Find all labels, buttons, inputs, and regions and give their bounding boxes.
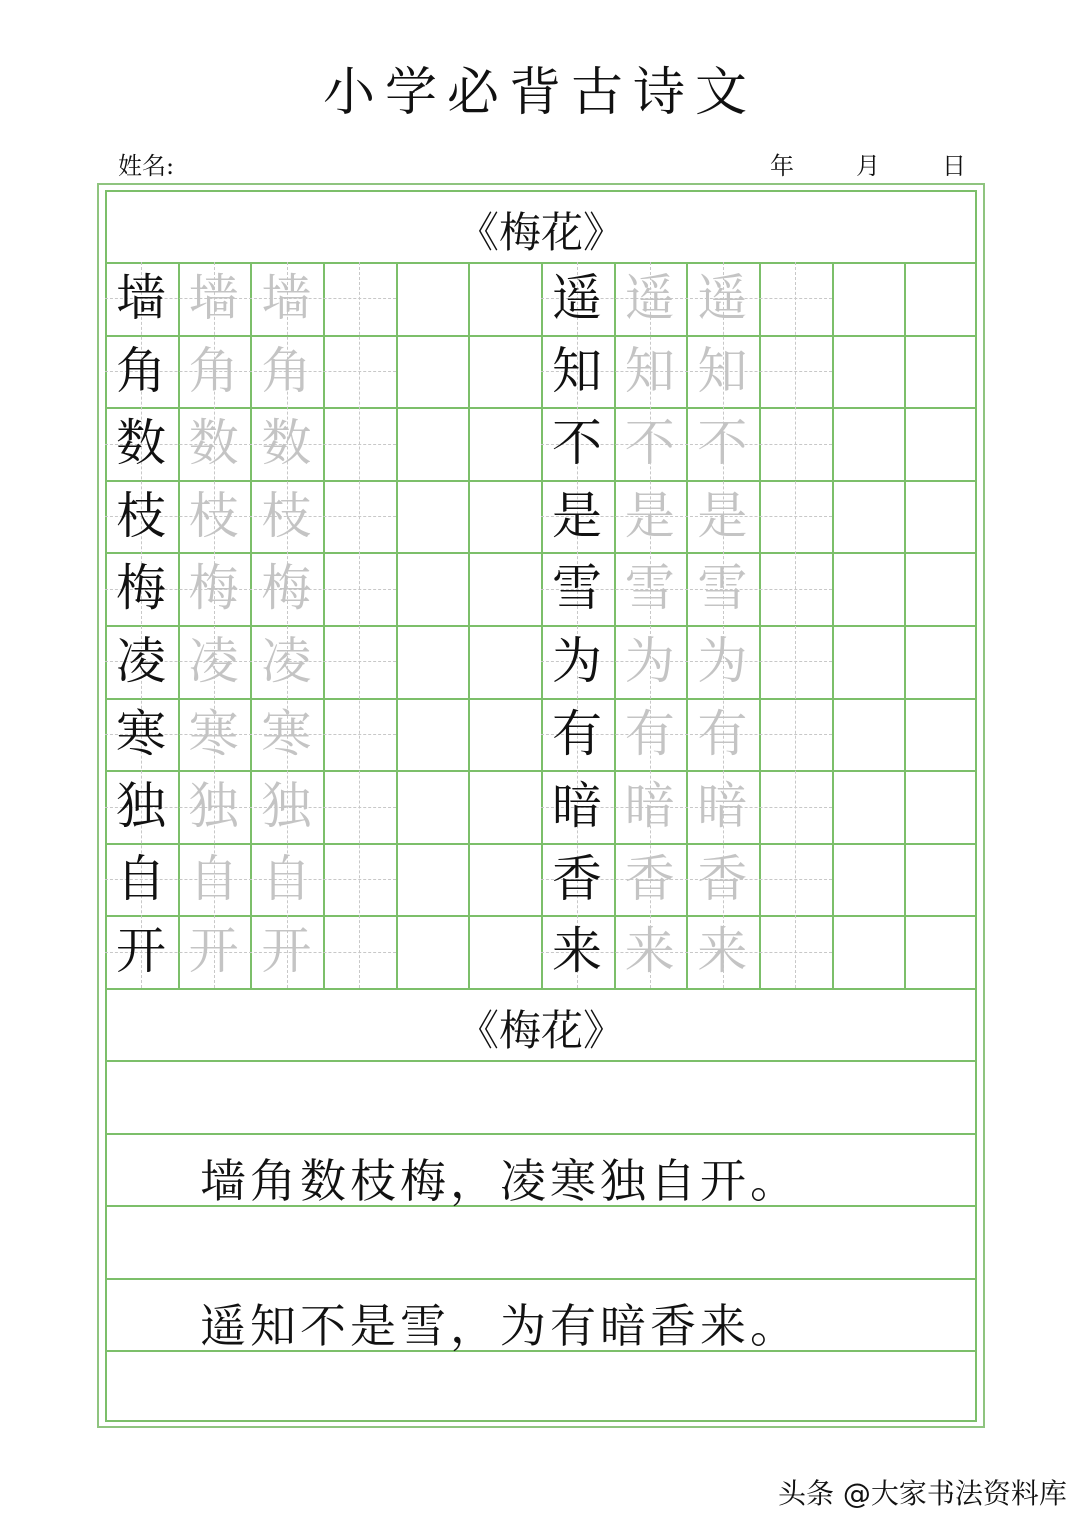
grid-line [904,262,906,988]
grid-line [468,262,470,988]
model-character: 数 [116,414,166,473]
model-character: 有 [552,704,603,763]
grid-line [396,262,398,988]
model-character: 遥 [552,269,603,327]
trace-character: 数 [188,414,239,473]
poem-title-repeat: 《梅花》 [456,1006,625,1055]
trace-character: 不 [624,414,675,473]
trace-character: 自 [261,849,312,908]
year-label: 年 [770,152,794,180]
trace-character: 为 [697,632,748,690]
model-character: 开 [116,922,166,981]
trace-character: 寒 [188,704,239,763]
model-character: 墙 [116,269,166,327]
model-character: 不 [552,414,603,473]
trace-character: 角 [261,341,312,400]
trace-character: 来 [697,922,748,981]
month-label: 月 [856,152,880,180]
name-label: 姓名: [118,152,175,180]
model-character: 为 [552,632,603,690]
trace-character: 知 [624,341,675,400]
trace-character: 梅 [188,559,239,618]
trace-character: 雪 [697,559,748,618]
model-character: 独 [116,777,166,836]
trace-character: 开 [188,922,239,981]
model-character: 寒 [116,704,166,763]
trace-character: 是 [624,486,675,545]
trace-character: 香 [624,849,675,908]
trace-character: 寒 [261,704,312,763]
trace-character: 梅 [261,559,312,618]
trace-character: 雪 [624,559,675,618]
trace-character: 枝 [188,486,239,545]
day-label: 日 [942,152,966,180]
watermark: 头条 @大家书法资料库 [778,1477,1067,1510]
model-character: 雪 [552,559,603,618]
trace-character: 不 [697,414,748,473]
poem-title: 《梅花》 [456,208,625,257]
trace-character: 独 [261,777,312,836]
model-character: 凌 [116,632,166,690]
model-character: 暗 [552,777,603,836]
model-character: 梅 [116,559,166,618]
trace-character: 香 [697,849,748,908]
model-character: 是 [552,486,603,545]
trace-character: 来 [624,922,675,981]
poem-line-2: 遥知不是雪，为有暗香来。 [200,1299,800,1353]
grid-line [105,1278,977,1280]
trace-character: 为 [624,632,675,690]
trace-character: 角 [188,341,239,400]
trace-character: 凌 [261,632,312,690]
model-character: 自 [116,849,166,908]
trace-character: 数 [261,414,312,473]
trace-character: 暗 [624,777,675,836]
trace-character: 有 [697,704,748,763]
trace-character: 是 [697,486,748,545]
page-title: 小学必背古诗文 [322,63,757,123]
trace-character: 凌 [188,632,239,690]
grid-line [832,262,834,988]
trace-character: 墙 [188,269,239,327]
grid-line [105,1060,977,1062]
trace-character: 独 [188,777,239,836]
model-character: 枝 [116,486,166,545]
trace-character: 自 [188,849,239,908]
model-character: 来 [552,922,603,981]
trace-character: 知 [697,341,748,400]
poem-line-1: 墙角数枝梅，凌寒独自开。 [200,1154,800,1208]
grid-line [105,988,977,990]
model-character: 香 [552,849,603,908]
grid-line [105,1133,977,1135]
trace-character: 开 [261,922,312,981]
model-character: 知 [552,341,603,400]
trace-character: 有 [624,704,675,763]
trace-character: 暗 [697,777,748,836]
trace-character: 遥 [697,269,748,327]
trace-character: 枝 [261,486,312,545]
model-character: 角 [116,341,166,400]
trace-character: 遥 [624,269,675,327]
trace-character: 墙 [261,269,312,327]
